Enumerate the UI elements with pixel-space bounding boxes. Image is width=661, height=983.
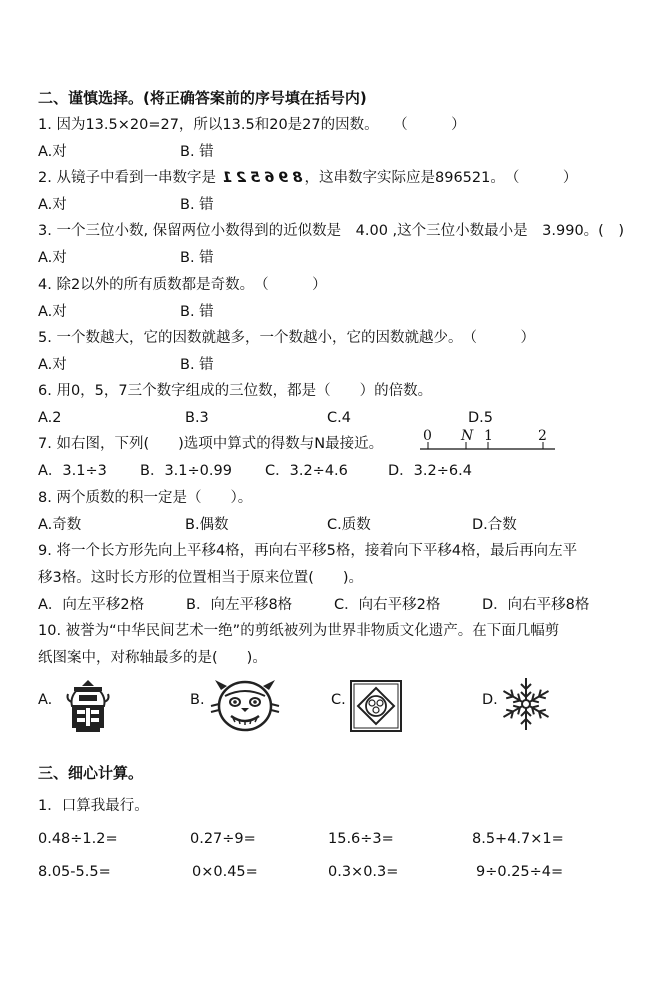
q2-text-before: 2. 从镜子中看到一串数字是 xyxy=(38,170,216,186)
q3-option-b: B. 错 xyxy=(180,250,214,266)
papercut-tiger-image xyxy=(205,676,285,734)
q2-option-b: B. 错 xyxy=(180,197,214,213)
q7-option-c: C．3.2÷4.6 xyxy=(265,463,348,479)
papercut-vase-icon xyxy=(64,678,112,734)
q4-option-a: A.对 xyxy=(38,304,67,320)
papercut-vase-image xyxy=(64,678,112,734)
q9-option-a: A．向左平移2格 xyxy=(38,597,145,613)
q2-option-a: A.对 xyxy=(38,197,67,213)
section-title-choice: 二、谨慎选择。(将正确答案前的序号填在括号内) xyxy=(38,89,367,107)
question-4: 4. 除2以外的所有质数都是奇数。 （ ） xyxy=(38,277,327,293)
calc-r1-c4: 8.5+4.7×1= xyxy=(472,831,564,847)
question-8: 8. 两个质数的积一定是（ ）。 xyxy=(38,490,253,506)
q8-option-d: D.合数 xyxy=(472,517,517,533)
q10-option-a: A. xyxy=(38,692,53,708)
question-10-line-1: 10. 被誉为“中华民间艺术一绝”的剪纸被列为世界非物质文化遗产。在下面几幅剪 xyxy=(38,623,560,639)
q8-option-a: A.奇数 xyxy=(38,517,82,533)
calc-r2-c4: 9÷0.25÷4= xyxy=(476,864,564,880)
q10-option-c: C. xyxy=(331,692,346,708)
calc-r1-c1: 0.48÷1.2= xyxy=(38,831,118,847)
question-2 xyxy=(38,168,577,188)
question-3: 3. 一个三位小数, 保留两位小数得到的近似数是 4.00 ,这个三位小数最小是 3.990。( ) xyxy=(38,223,624,239)
nl-label-2: 2 xyxy=(538,428,547,444)
number-line xyxy=(420,428,560,454)
q1-option-a: A.对 xyxy=(38,144,67,160)
q10-option-b: B. xyxy=(190,692,205,708)
papercut-tiger-icon xyxy=(205,676,285,734)
calc-r1-c2: 0.27÷9= xyxy=(190,831,256,847)
question-9-line-1: 9. 将一个长方形先向上平移4格，再向右平移5格，接着向下平移4格，最后再向左平 xyxy=(38,543,578,559)
q7-option-a: A．3.1÷3 xyxy=(38,463,107,479)
q1-option-b: B. 错 xyxy=(180,144,214,160)
nl-label-n: N xyxy=(461,428,474,444)
nl-label-0: 0 xyxy=(423,428,432,444)
calc-r2-c1: 8.05-5.5= xyxy=(38,864,111,880)
calc-r2-c3: 0.3×0.3= xyxy=(328,864,399,880)
q6-option-d: D.5 xyxy=(468,410,493,426)
papercut-snowflake-image xyxy=(500,676,552,732)
question-10-line-2: 纸图案中，对称轴最多的是( )。 xyxy=(38,650,267,666)
question-6: 6. 用0，5，7三个数字组成的三位数，都是（ ）的倍数。 xyxy=(38,383,433,399)
q5-option-a: A.对 xyxy=(38,357,67,373)
question-7: 7. 如右图，下列( )选项中算式的得数与N最接近。 xyxy=(38,436,384,452)
papercut-square-icon xyxy=(350,680,402,732)
question-1: 1. 因为13.5×20=27，所以13.5和20是27的因数。 （ ） xyxy=(38,117,466,133)
papercut-square-image xyxy=(350,680,402,732)
q8-option-c: C.质数 xyxy=(327,517,371,533)
q8-option-b: B.偶数 xyxy=(185,517,229,533)
q2-text-after: ，这串数字实际应是896521。 （ ） xyxy=(304,170,578,186)
question-5: 5. 一个数越大，它的因数就越多，一个数越小，它的因数就越少。 （ ） xyxy=(38,330,535,346)
section-title-calculation: 三、细心计算。 xyxy=(38,764,144,782)
q7-option-d: D．3.2÷6.4 xyxy=(388,463,472,479)
q6-option-a: A.2 xyxy=(38,410,62,426)
q7-option-b: B．3.1÷0.99 xyxy=(140,463,232,479)
q9-option-c: C．向右平移2格 xyxy=(334,597,441,613)
calc-r2-c2: 0×0.45= xyxy=(192,864,258,880)
snowflake-icon xyxy=(500,676,552,732)
q6-option-c: C.4 xyxy=(327,410,351,426)
q4-option-b: B. 错 xyxy=(180,304,214,320)
q6-option-b: B.3 xyxy=(185,410,209,426)
q9-option-d: D．向右平移8格 xyxy=(482,597,590,613)
q3-option-a: A.对 xyxy=(38,250,67,266)
q9-option-b: B．向左平移8格 xyxy=(186,597,293,613)
question-9-line-2: 移3格。这时长方形的位置相当于原来位置( )。 xyxy=(38,570,364,586)
q5-option-b: B. 错 xyxy=(180,357,214,373)
mirrored-digits: 896521 xyxy=(217,170,303,186)
nl-label-1: 1 xyxy=(484,428,493,444)
q10-option-d: D. xyxy=(482,692,498,708)
subsection-mental-math: 1．口算我最行。 xyxy=(38,798,149,814)
calc-r1-c3: 15.6÷3= xyxy=(328,831,394,847)
